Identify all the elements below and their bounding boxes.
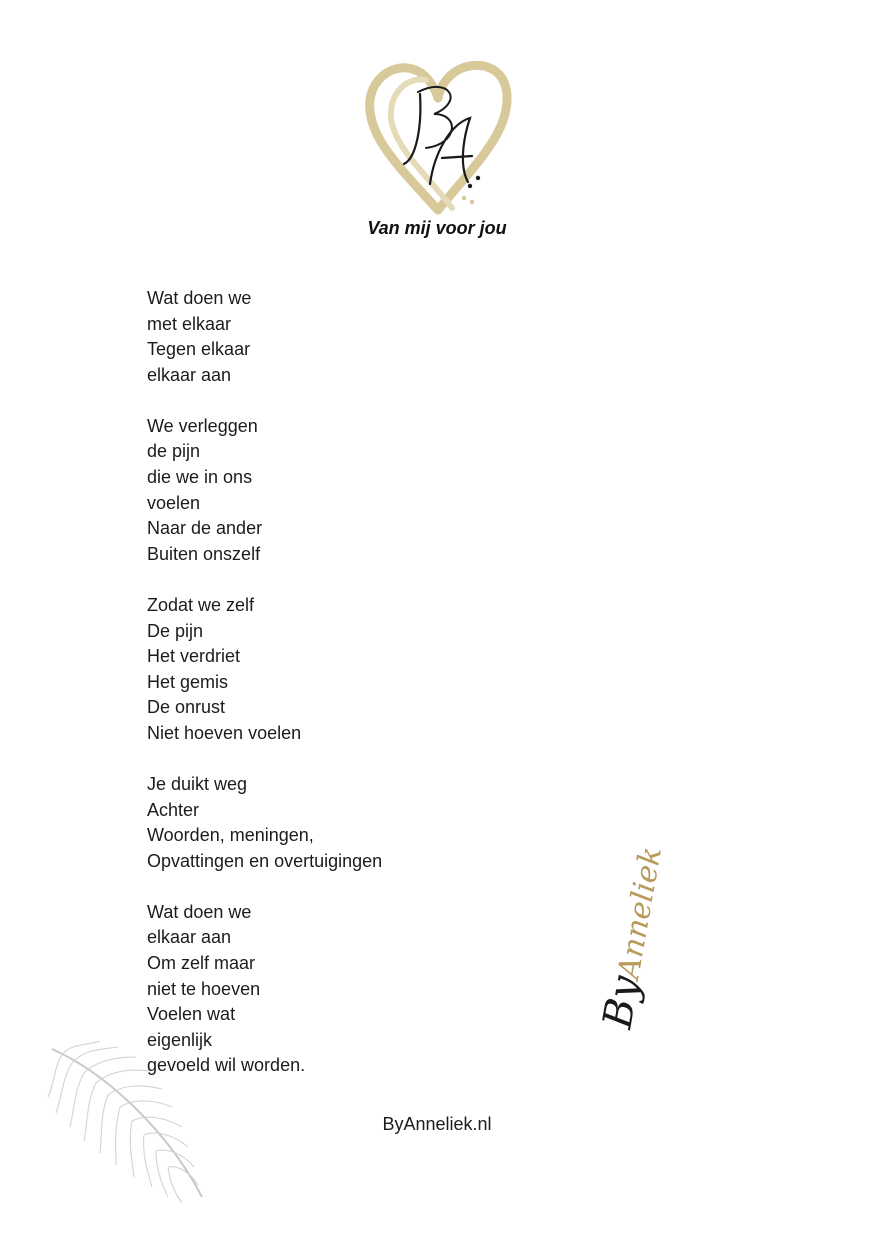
poem-line: Wat doen we [147, 288, 252, 308]
poem-line: niet te hoeven [147, 978, 261, 999]
poem-line: voelen [147, 492, 201, 513]
stanza [147, 593, 382, 747]
stanza [147, 772, 382, 874]
poem-line: Wat doen we [147, 901, 252, 922]
poem-line: Opvattingen en overtuigingen [147, 850, 383, 871]
stanza [147, 286, 382, 388]
poem-line: Voelen wat [147, 1004, 236, 1025]
tagline: Van mij voor jou [367, 218, 507, 238]
signature-mark [572, 820, 670, 1035]
poem-line: Achter [147, 799, 200, 820]
poem-line: Het gemis [147, 671, 229, 692]
poem-line: Zodat we zelf [147, 594, 255, 615]
signature [572, 820, 670, 1035]
poem-line: die we in ons [147, 467, 253, 488]
poem-line: Naar de ander [147, 518, 263, 539]
poem-line: de pijn [147, 441, 201, 462]
poem-line: We verleggen [147, 415, 258, 436]
poem-line: gevoeld wil worden. [147, 1055, 306, 1076]
brand-logo [360, 58, 516, 218]
poem-line: Je duikt weg [147, 774, 248, 794]
poem-line: met elkaar [147, 313, 232, 334]
poem-line: elkaar aan [147, 927, 232, 948]
poem-line: elkaar aan [147, 364, 232, 385]
heart-monogram-icon [360, 58, 516, 218]
poem-line: Tegen elkaar [147, 339, 251, 360]
poem-line: Woorden, meningen, [147, 825, 314, 846]
poem-line: Om zelf maar [147, 953, 256, 974]
poem-line: De pijn [147, 620, 204, 641]
poem-line: Buiten onszelf [147, 543, 261, 564]
poem-line: Het verdriet [147, 646, 241, 667]
poem-line: Niet hoeven voelen [147, 722, 302, 743]
signature-text-name: Anneliek [611, 844, 670, 982]
poem [147, 286, 382, 1105]
poem-line: De onrust [147, 697, 226, 718]
footer-website[interactable]: ByAnneliek.nl [382, 1114, 492, 1134]
signature-text-by: By [594, 972, 649, 1032]
stanza [147, 414, 382, 568]
poem-line: eigenlijk [147, 1029, 213, 1050]
